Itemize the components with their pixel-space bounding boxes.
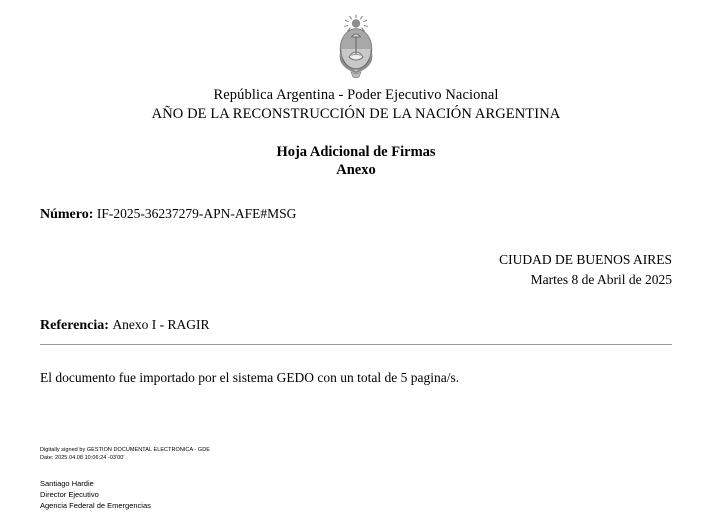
signature-block xyxy=(40,447,460,511)
document-number-label: Número: xyxy=(40,207,94,222)
page-subtitle: Anexo xyxy=(336,162,376,178)
argentina-coat-of-arms-icon xyxy=(327,14,385,84)
reference-value: Anexo I - RAGIR xyxy=(112,317,210,332)
place-date-block xyxy=(40,250,672,290)
signer-role: Director Ejecutivo xyxy=(40,490,99,499)
document-header xyxy=(40,86,672,124)
signature-stamp-line-2: Date: 2025.04.08 10:06:24 -03'00' xyxy=(40,454,125,461)
place-text: CIUDAD DE BUENOS AIRES xyxy=(499,252,672,267)
reference-label: Referencia: xyxy=(40,318,109,333)
reference-row xyxy=(40,316,672,335)
date-text: Martes 8 de Abril de 2025 xyxy=(530,272,672,287)
signature-stamp-line-1: Digitally signed by GESTION DOCUMENTAL ELECTRONICA - GDE xyxy=(40,447,210,453)
document-number-value: IF-2025-36237279-APN-AFE#MSG xyxy=(96,206,297,221)
signer-organization: Agencia Federal de Emergencias xyxy=(40,501,151,510)
document-number-row xyxy=(40,205,672,224)
crest-container xyxy=(40,0,672,84)
section-divider xyxy=(40,344,672,345)
signer-name: Santiago Hardie xyxy=(40,479,94,488)
header-line-year: AÑO DE LA RECONSTRUCCIÓN DE LA NACIÓN ARGENTINA xyxy=(151,106,561,122)
header-line-republic: República Argentina - Poder Ejecutivo Nacional xyxy=(213,87,499,103)
body-text: El documento fue importado por el sistema GEDO con un total de 5 pagina/s. xyxy=(40,370,460,385)
page-title: Hoja Adicional de Firmas xyxy=(276,144,436,160)
